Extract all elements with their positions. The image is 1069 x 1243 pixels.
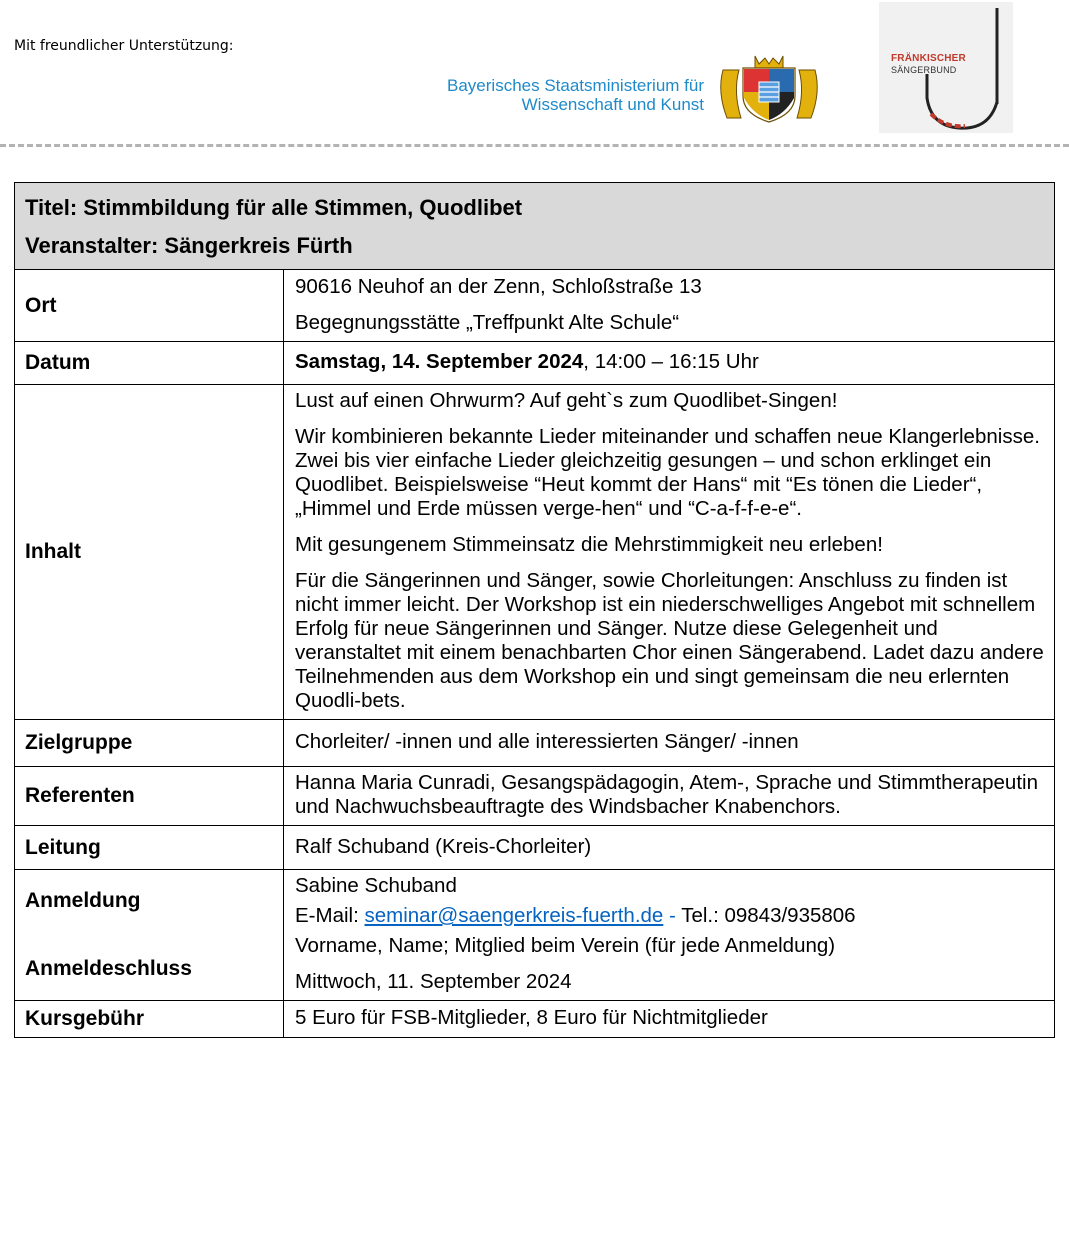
table-row [15, 342, 1055, 385]
ort-line-1: 90616 Neuhof an der Zenn, Schloßstraße 13 [295, 274, 702, 298]
table-row [15, 385, 1055, 720]
logo-text-2: SÄNGERBUND [891, 65, 957, 75]
inhalt-paragraph-2: Wir kombinieren bekannte Lieder miteinander und schaffen neue Klangerlebnisse. Zwei bis vier einfache Lieder gleichzeitig gesungen – und schon erklinget ein Quodlibet. Beispielsweise “Heut kommt der Hans“ mit “Es tönen die Lieder“, „Himmel und Erde müssen verge-hen“ und “C-a-f-f-e-e“. [295, 425, 1040, 520]
contact-separator: - [663, 904, 682, 927]
ort-label: Ort [15, 270, 284, 342]
datum-value [284, 342, 1055, 385]
phone-number: Tel.: 09843/935806 [681, 904, 856, 927]
inhalt-paragraph-1: Lust auf einen Ohrwurm? Auf geht`s zum Quodlibet-Singen! [295, 389, 838, 412]
ministry-name [447, 76, 704, 114]
dashed-divider [0, 144, 1069, 147]
datum-label: Datum [15, 342, 284, 385]
inhalt-value [284, 385, 1055, 720]
table-row [15, 270, 1055, 342]
email-link[interactable]: seminar@saengerkreis-fuerth.de [364, 904, 664, 927]
logo-text-1: FRÄNKISCHER [891, 53, 966, 64]
referenten-value: Hanna Maria Cunradi, Gesangspädagogin, Atem-, Sprache und Stimmtherapeutin und Nachwuchsbeauftragte des Windsbacher Knabenchors. [284, 767, 1055, 826]
gebuehr-label: Kursgebühr [15, 1001, 284, 1038]
anmeldung-labels [15, 870, 284, 1001]
event-header [15, 183, 1055, 270]
fsb-logo [879, 2, 1013, 133]
ort-line-2: Begegnungsstätte „Treffpunkt Alte Schule“ [295, 310, 680, 334]
inhalt-paragraph-3: Mit gesungenem Stimmeinsatz die Mehrstimmigkeit neu erleben! [295, 533, 883, 556]
referenten-label: Referenten [15, 767, 284, 826]
datum-time: , 14:00 – 16:15 Uhr [583, 350, 759, 373]
header-row [15, 183, 1055, 270]
table-row [15, 1001, 1055, 1038]
anmeldung-contact [295, 904, 1044, 928]
table-row [15, 870, 1055, 1001]
anmeldeschluss-label: Anmeldeschluss [25, 957, 192, 980]
datum-date: Samstag, 14. September 2024 [295, 350, 584, 373]
zielgruppe-value: Chorleiter/ -innen und alle interessierten Sänger/ -innen [284, 720, 1055, 767]
inhalt-label: Inhalt [15, 385, 284, 720]
support-note: Mit freundlicher Unterstützung: [14, 38, 234, 54]
leitung-label: Leitung [15, 826, 284, 870]
anmeldeschluss-value: Mittwoch, 11. September 2024 [295, 970, 572, 993]
anmeldung-value [284, 870, 1055, 1001]
leitung-value: Ralf Schuband (Kreis-Chorleiter) [284, 826, 1055, 870]
ministry-line-1: Bayerisches Staatsministerium für [447, 76, 704, 95]
event-organizer: Veranstalter: Sängerkreis Fürth [25, 233, 353, 258]
anmeldung-label: Anmeldung [25, 889, 141, 912]
ort-value [284, 270, 1055, 342]
anmeldung-name: Sabine Schuband [295, 874, 457, 897]
inhalt-paragraph-4: Für die Sängerinnen und Sänger, sowie Chorleitungen: Anschluss zu finden ist nicht immer leicht. Der Workshop ist ein niederschwelliges Angebot mit schnellem Erfolg für neue Sängerinnen und Sänger. Nutze diese Gelegenheit und veranstaltet mit einem benachbarten Chor einen Sängerabend. Ladet dazu andere Teilnehmenden aus dem Workshop ein und singt gemeinsam die neu erlernten Quodli-bets. [295, 569, 1044, 712]
email-prefix: E-Mail: [295, 904, 365, 927]
bavarian-coat-of-arms-icon [713, 52, 825, 124]
anmeldung-info: Vorname, Name; Mitglied beim Verein (für jede Anmeldung) [295, 934, 836, 957]
ministry-line-2: Wissenschaft und Kunst [521, 95, 704, 114]
zielgruppe-label: Zielgruppe [15, 720, 284, 767]
table-row [15, 826, 1055, 870]
table-row [15, 720, 1055, 767]
event-title: Titel: Stimmbildung für alle Stimmen, Quodlibet [25, 195, 523, 220]
gebuehr-value: 5 Euro für FSB-Mitglieder, 8 Euro für Nichtmitglieder [284, 1001, 1055, 1038]
table-row [15, 767, 1055, 826]
event-table [14, 182, 1055, 1038]
